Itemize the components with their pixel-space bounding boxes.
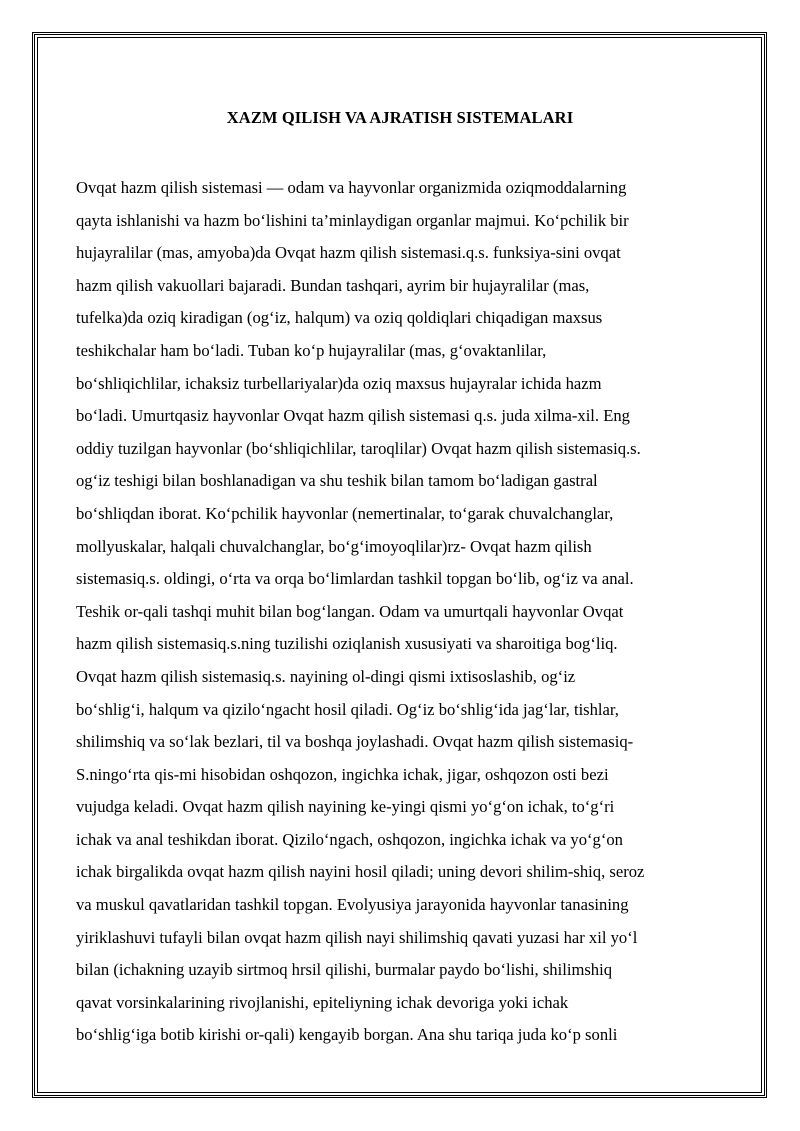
text-line: qayta ishlanishi va hazm bo‘lishini ta’minlaydigan organlar majmui. Ko‘pchilik bir (76, 210, 629, 230)
text-line: Ovqat hazm qilish sistemasi — odam va hayvonlar organizmida oziqmoddalarning (76, 178, 627, 197)
text-line: sistemasiq.s. oldingi, o‘rta va orqa bo‘limlardan tashkil topgan bo‘lib, og‘iz va anal. (76, 569, 634, 589)
text-line: teshikchalar ham bo‘ladi. Tuban ko‘p hujayralilar (mas, g‘ovaktanlilar, (76, 340, 547, 360)
text-line: mollyuskalar, halqali chuvalchanglar, bo‘g‘imoyoqlilar)rz- Ovqat hazm qilish (76, 536, 592, 556)
text-line: Ovqat hazm qilish sistemasiq.s. nayining ol-dingi qismi ixtisoslashib, og‘iz (76, 666, 576, 686)
text-line: yiriklashuvi tufayli bilan ovqat hazm qilish nayi shilimshiq qavati yuzasi har xil yo‘l (76, 927, 638, 947)
text-line: hazm qilish vakuollari bajaradi. Bundan tashqari, ayrim bir hujayralilar (mas, (76, 275, 590, 295)
text-line: shilimshiq va so‘lak bezlari, til va boshqa joylashadi. Ovqat hazm qilish sistemasiq- (76, 732, 634, 752)
text-line: bo‘shlig‘i, halqum va qizilo‘ngacht hosil qiladi. Og‘iz bo‘shlig‘ida jag‘lar, tishlar, (76, 699, 619, 719)
text-line: bilan (ichakning uzayib sirtmoq hrsil qilishi, burmalar paydo bo‘lishi, shilimshiq (76, 960, 613, 980)
text-line: hazm qilish sistemasiq.s.ning tuzilishi oziqlanish xususiyati va sharoitiga bog‘liq. (76, 634, 618, 654)
text-line: hujayralilar (mas, amyoba)da Ovqat hazm qilish sistemasi.q.s. funksiya-sini ovqat (76, 243, 621, 263)
text-line: ichak va anal teshikdan iborat. Qizilo‘ngach, oshqozon, ingichka ichak va yo‘g‘on (76, 829, 623, 849)
text-line: og‘iz teshigi bilan boshlanadigan va shu teshik bilan tamom bo‘ladigan gastral (76, 471, 598, 491)
document-title: XAZM QILISH VA AJRATISH SISTEMALARI (226, 108, 574, 127)
text-line: oddiy tuzilgan hayvonlar (bo‘shliqichlilar, taroqlilar) Ovqat hazm qilish sistemasiq.s. (76, 438, 641, 458)
text-line: bo‘shliqdan iborat. Ko‘pchilik hayvonlar (nemertinalar, to‘garak chuvalchanglar, (76, 503, 614, 523)
text-line: va muskul qavatlaridan tashkil topgan. Evolyusiya jarayonida hayvonlar tanasining (76, 895, 629, 915)
text-line: bo‘shlig‘iga botib kirishi or-qali) kengayib borgan. Ana shu tariqa juda ko‘p sonli (76, 1025, 618, 1045)
text-line: ichak birgalikda ovqat hazm qilish nayini hosil qiladi; uning devori shilim-shiq, seroz (76, 862, 645, 882)
text-line: Teshik or-qali tashqi muhit bilan bog‘langan. Odam va umurtqali hayvonlar Ovqat (76, 601, 624, 621)
body-text (76, 172, 731, 1052)
text-line: qavat vorsinkalarining rivojlanishi, epiteliyning ichak devoriga yoki ichak (76, 992, 569, 1012)
text-line: S.ningo‘rta qis-mi hisobidan oshqozon, ingichka ichak, jigar, oshqozon osti bezi (76, 764, 609, 784)
text-line: vujudga keladi. Ovqat hazm qilish nayining ke-yingi qismi yo‘g‘on ichak, to‘g‘ri (76, 797, 615, 817)
text-line: tufelka)da oziq kiradigan (og‘iz, halqum) va oziq qoldiqlari chiqadigan maxsus (76, 308, 603, 328)
text-line: bo‘ladi. Umurtqasiz hayvonlar Ovqat hazm qilish sistemasi q.s. juda xilma-xil. Eng (76, 406, 630, 426)
text-line: bo‘shliqichlilar, ichaksiz turbellariyalar)da oziq maxsus hujayralar ichida hazm (76, 373, 602, 393)
